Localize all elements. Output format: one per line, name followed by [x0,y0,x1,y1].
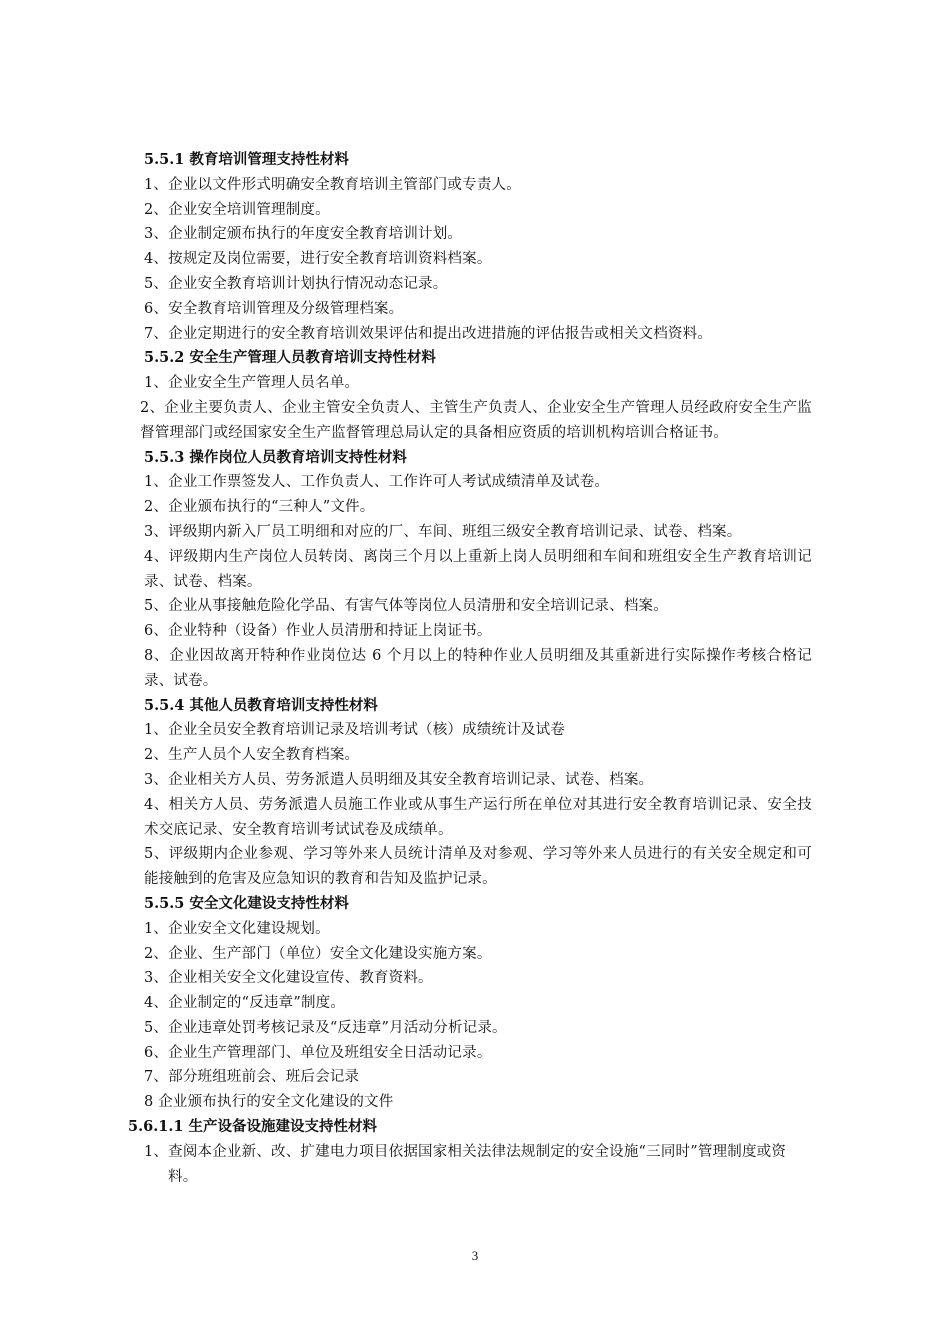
list-item: 1、企业全员安全教育培训记录及培训考试（核）成绩统计及试卷 [144,722,566,739]
list-item: 5、企业安全教育培训计划执行情况动态记录。 [144,275,448,292]
list-item: 8、企业因故离开特种作业岗位达 6 个月以上的特种作业人员明细及其重新进行实际操作考核合格记录、试卷。 [144,647,812,689]
list-item: 5、企业从事接触危险化学品、有害气体等岗位人员清册和安全培训记录、档案。 [144,598,668,615]
list-item: 1、企业以文件形式明确安全教育培训主管部门或专责人。 [144,176,521,193]
list-item: 3、评级期内新入厂员工明细和对应的厂、车间、班组三级安全教育培训记录、试卷、档案。 [144,523,742,540]
list-item: 8 企业颁布执行的安全文化建设的文件 [144,1094,394,1111]
section-heading-5-5-2: 5.5.2 安全生产管理人员教育培训支持性材料 [144,349,436,367]
list-item: 5、企业违章处罚考核记录及“反违章”月活动分析记录。 [144,1019,507,1036]
list-item: 1、查阅本企业新、改、扩建电力项目依据国家相关法律法规制定的安全设施“三同时”管理制度或资料。 [144,1143,787,1185]
section-heading-5-5-4: 5.5.4 其他人员教育培训支持性材料 [144,696,378,714]
list-item: 2、生产人员个人安全教育档案。 [144,747,360,764]
list-item: 2、企业颁布执行的“三种人”文件。 [144,499,375,516]
page-number: 3 [471,1248,479,1263]
section-heading-5-6-1-1: 5.6.1.1 生产设备设施建设支持性材料 [128,1118,378,1136]
list-item: 1、企业工作票签发人、工作负责人、工作许可人考试成绩清单及试卷。 [144,474,610,491]
list-item: 6、安全教育培训管理及分级管理档案。 [144,300,404,317]
list-item: 7、部分班组班前会、班后会记录 [144,1069,360,1086]
list-item: 2、企业安全培训管理制度。 [144,201,330,218]
section-heading-5-5-5: 5.5.5 安全文化建设支持性材料 [144,894,349,912]
section-heading-5-5-3: 5.5.3 操作岗位人员教育培训支持性材料 [144,448,407,466]
list-item: 7、企业定期进行的安全教育培训效果评估和提出改进措施的评估报告或相关文档资料。 [144,325,713,342]
list-item: 4、按规定及岗位需要，进行安全教育培训资料档案。 [144,251,492,268]
list-item: 4、企业制定的“反违章”制度。 [144,995,346,1012]
list-item: 1、企业安全文化建设规划。 [144,920,330,937]
list-item: 4、相关方人员、劳务派遣人员施工作业或从事生产运行所在单位对其进行安全教育培训记录、安全技术交底记录、安全教育培训考试试卷及成绩单。 [144,796,812,838]
list-item: 2、企业、生产部门（单位）安全文化建设实施方案。 [144,945,492,962]
list-item: 2、企业主要负责人、企业主管安全负责人、主管生产负责人、企业安全生产管理人员经政府安全生产监督管理部门或经国家安全生产监督管理总局认定的具备相应资质的培训机构培训合格证书。 [140,399,812,441]
list-item: 6、企业特种（设备）作业人员清册和持证上岗证书。 [144,623,492,640]
section-heading-5-5-1: 5.5.1 教育培训管理支持性材料 [144,151,349,168]
list-item: 1、企业安全生产管理人员名单。 [144,375,360,392]
list-item: 3、企业相关方人员、劳务派遣人员明细及其安全教育培训记录、试卷、档案。 [144,771,654,788]
list-item: 6、企业生产管理部门、单位及班组安全日活动记录。 [144,1044,492,1061]
list-item: 4、评级期内生产岗位人员转岗、离岗三个月以上重新上岗人员明细和车间和班组安全生产教育培训记录、试卷、档案。 [144,548,812,590]
document-body [128,148,812,1189]
list-item: 5、评级期内企业参观、学习等外来人员统计清单及对参观、学习等外来人员进行的有关安全规定和可能接触到的危害及应急知识的教育和告知及监护记录。 [144,846,812,888]
list-item: 3、企业制定颁布执行的年度安全教育培训计划。 [144,226,463,243]
list-item: 3、企业相关安全文化建设宣传、教育资料。 [144,970,433,987]
